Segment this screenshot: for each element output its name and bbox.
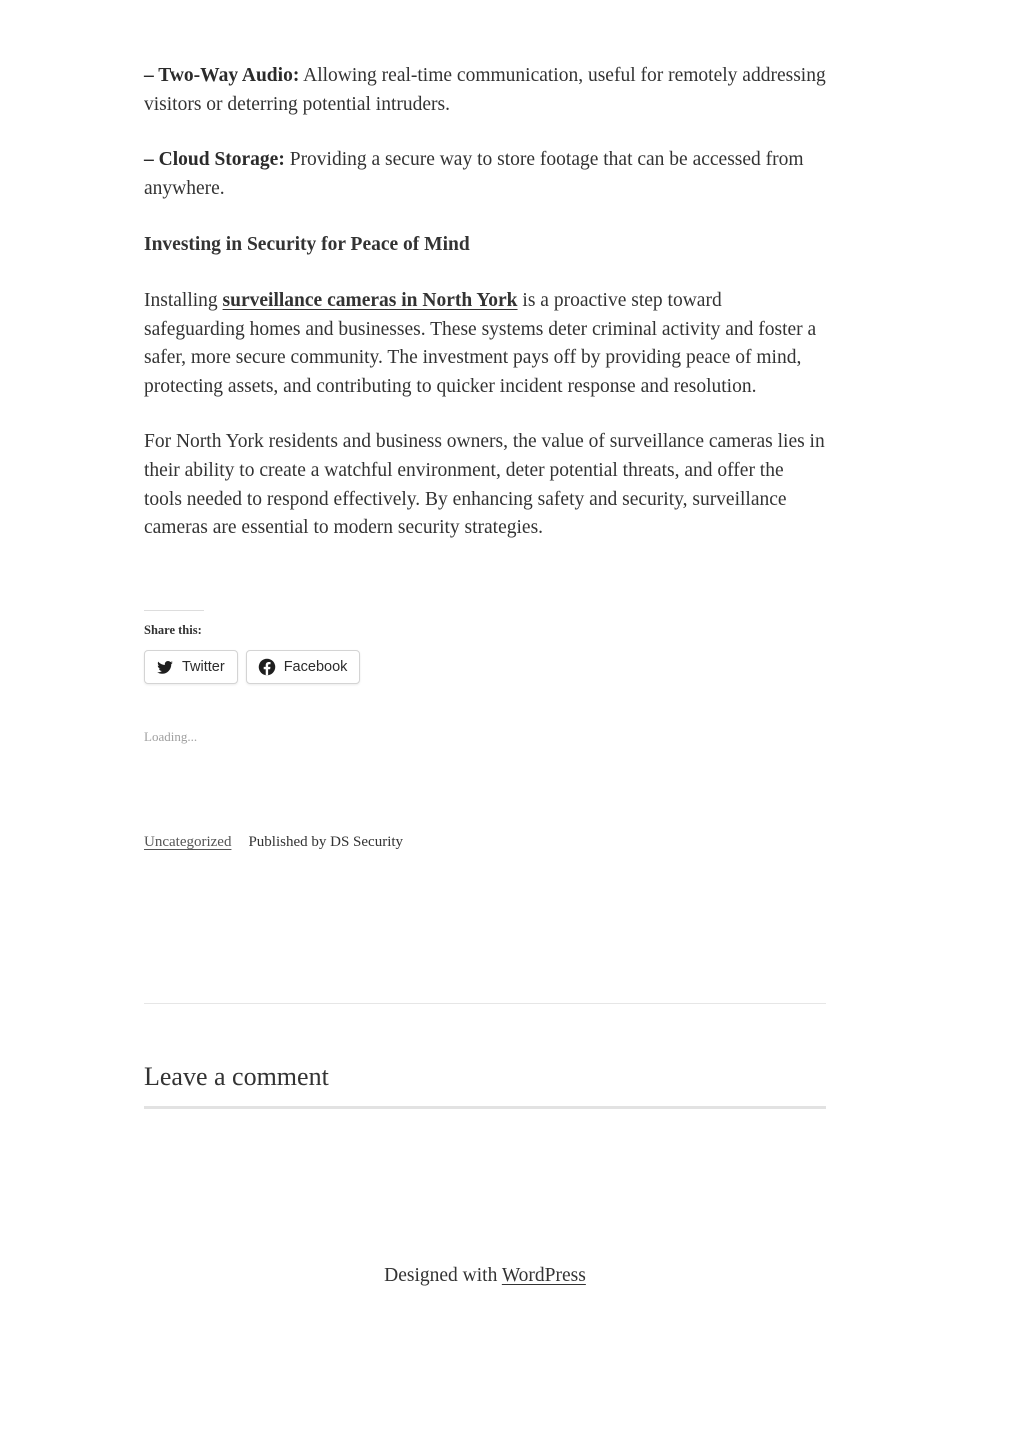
share-facebook-button[interactable]: [246, 650, 361, 684]
section-divider: [144, 1003, 826, 1004]
site-footer: [0, 1265, 970, 1287]
share-twitter-button[interactable]: [144, 650, 238, 684]
paragraph-text: is a proactive step toward safeguarding homes and businesses. These systems deter criminal activity and foster a safer, more secure community. The investment pays off by providing peace of mind, protecting assets, and contributing to quicker incident response and resolution.: [144, 289, 817, 397]
post-meta: [144, 834, 403, 851]
twitter-icon: [156, 658, 174, 676]
share-facebook-label: Facebook: [283, 659, 348, 675]
feature-text: Allowing real-time communication, useful for remotely addressing visitors or deterring potential intruders.: [144, 65, 826, 115]
share-title: Share this:: [144, 623, 202, 637]
published-by: Published by DS Security: [248, 834, 404, 850]
wordpress-link[interactable]: WordPress: [501, 1265, 586, 1286]
facebook-icon: [258, 658, 276, 676]
paragraph-residents: For North York residents and business owners, the value of surveillance cameras lies in their ability to create a watchful environment, deter potential threats, and offer the tools needed to respond effectively. By enhancing safety and security, surveillance cameras are essential to modern security strategies.: [144, 431, 825, 539]
comments-title: Leave a comment: [144, 1062, 329, 1091]
feature-label: – Cloud Storage:: [144, 149, 285, 171]
comments-divider: [144, 1106, 826, 1109]
share-section: [144, 610, 360, 684]
paragraph-installing: [144, 287, 826, 401]
section-heading: Investing in Security for Peace of Mind: [144, 234, 470, 256]
likes-loading: Loading...: [144, 729, 198, 744]
share-divider: [144, 610, 204, 611]
feature-two-way-audio: [144, 62, 826, 119]
feature-label: – Two-Way Audio:: [144, 65, 300, 86]
share-buttons: [144, 650, 360, 684]
surveillance-cameras-link[interactable]: surveillance cameras in North York: [222, 289, 518, 311]
feature-cloud-storage: [144, 146, 826, 203]
category-link[interactable]: Uncategorized: [144, 834, 232, 850]
share-twitter-label: Twitter: [182, 659, 225, 675]
footer-text: Designed with: [384, 1265, 502, 1286]
article-content: [144, 62, 826, 543]
feature-text: Providing a secure way to store footage that can be accessed from anywhere.: [144, 149, 804, 199]
paragraph-text: Installing: [144, 289, 223, 311]
